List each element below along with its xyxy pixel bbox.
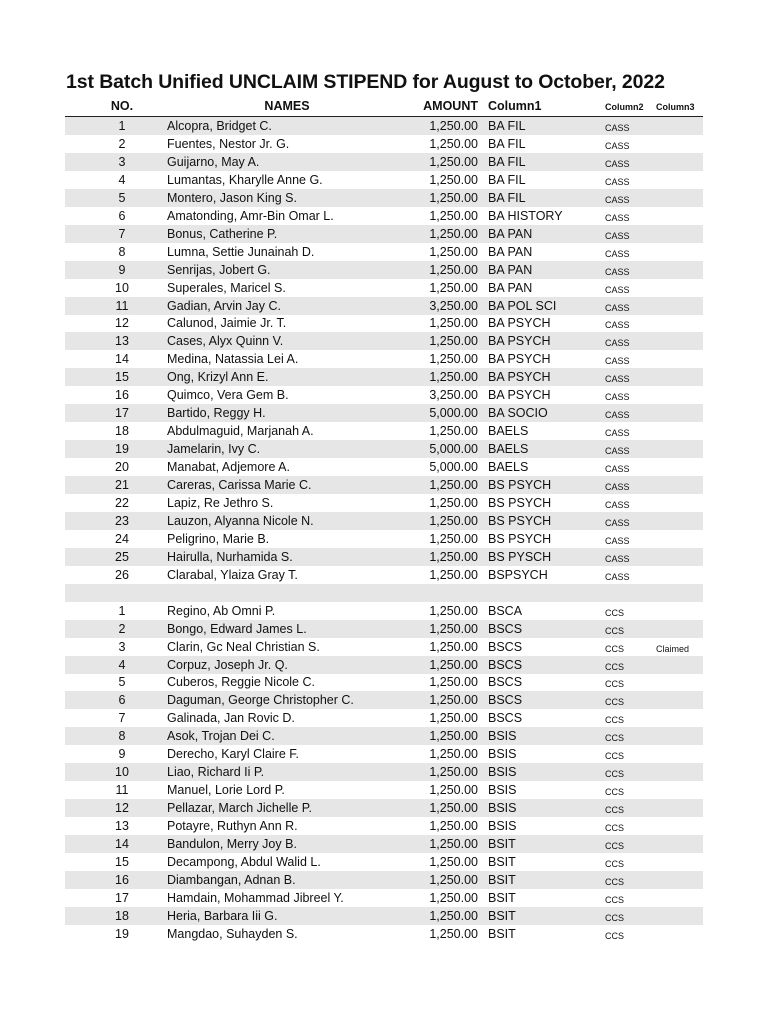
row-number: 7 — [118, 711, 126, 726]
row-column2: CCS — [605, 894, 625, 905]
row-name: Pellazar, March Jichelle P. — [167, 801, 312, 816]
row-number: 10 — [115, 765, 129, 780]
row-column2: CASS — [605, 302, 630, 313]
row-column1: BSIT — [488, 926, 516, 941]
table-row — [65, 727, 703, 745]
row-number: 11 — [115, 298, 129, 313]
row-name: Hairulla, Nurhamida S. — [167, 549, 293, 564]
table-row — [65, 243, 703, 261]
row-amount: 1,250.00 — [429, 890, 478, 905]
row-number: 4 — [118, 657, 126, 672]
table-row — [65, 314, 703, 332]
row-column1: BA PSYCH — [488, 352, 551, 367]
row-amount: 1,250.00 — [429, 513, 478, 528]
row-name: Guijarno, May A. — [167, 154, 260, 169]
table-row — [65, 189, 703, 207]
row-number: 25 — [115, 549, 129, 564]
row-name: Decampong, Abdul Walid L. — [167, 854, 321, 869]
header-names: NAMES — [264, 99, 310, 113]
row-name: Manuel, Lorie Lord P. — [167, 783, 285, 798]
row-column1: BA PAN — [488, 262, 533, 277]
row-amount: 1,250.00 — [429, 854, 478, 869]
row-column1: BS PSYCH — [488, 495, 552, 510]
row-column1: BA PAN — [488, 280, 533, 295]
row-column3: Claimed — [656, 643, 690, 654]
table-row — [65, 494, 703, 512]
row-column1: BA FIL — [488, 172, 526, 187]
row-number: 16 — [115, 388, 129, 403]
row-column1: BA POL SCI — [488, 298, 557, 313]
row-column2: CCS — [605, 930, 625, 941]
row-amount: 1,250.00 — [429, 908, 478, 923]
row-amount: 1,250.00 — [429, 262, 478, 277]
row-column1: BS PSYCH — [488, 531, 552, 546]
table-row — [65, 835, 703, 853]
row-name: Superales, Maricel S. — [167, 280, 286, 295]
row-column2: CASS — [605, 123, 630, 133]
table-row — [65, 620, 703, 638]
row-number: 2 — [118, 136, 126, 151]
row-amount: 1,250.00 — [429, 621, 478, 636]
row-amount: 1,250.00 — [429, 370, 478, 385]
row-name: Galinada, Jan Rovic D. — [167, 711, 295, 726]
row-name: Lumantas, Kharylle Anne G. — [167, 172, 323, 187]
row-column1: BSIS — [488, 801, 517, 816]
row-column1: BSIS — [488, 783, 517, 798]
row-name: Senrijas, Jobert G. — [167, 262, 271, 277]
row-column2: CCS — [605, 679, 625, 690]
table-row — [65, 350, 703, 368]
row-number: 13 — [115, 334, 129, 349]
row-number: 16 — [115, 872, 129, 887]
row-amount: 1,250.00 — [429, 495, 478, 510]
row-column2: CCS — [605, 876, 625, 887]
row-amount: 1,250.00 — [429, 478, 478, 492]
table-row — [65, 548, 703, 566]
row-column2: CCS — [605, 625, 625, 636]
row-number: 20 — [115, 460, 129, 475]
row-number: 17 — [115, 406, 129, 421]
row-column2: CASS — [605, 428, 630, 439]
row-name: Quimco, Vera Gem B. — [167, 388, 289, 403]
row-amount: 5,000.00 — [429, 406, 478, 421]
row-name: Heria, Barbara Iii G. — [167, 908, 278, 923]
row-column2: CCS — [605, 607, 625, 618]
table-row — [65, 691, 703, 709]
row-name: Medina, Natassia Lei A. — [167, 352, 299, 367]
row-amount: 1,250.00 — [429, 819, 478, 834]
header-column3: Column3 — [656, 102, 695, 112]
row-column1: BSIT — [488, 872, 516, 887]
row-column1: BS PYSCH — [488, 549, 552, 564]
row-column2: CASS — [605, 535, 630, 546]
row-column2: CCS — [605, 841, 625, 851]
row-number: 11 — [115, 783, 129, 798]
row-name: Clarin, Gc Neal Christian S. — [167, 639, 320, 654]
row-number: 19 — [115, 926, 129, 941]
table-row — [65, 512, 703, 530]
row-amount: 1,250.00 — [429, 172, 478, 187]
row-number: 1 — [118, 119, 126, 133]
header-no: NO. — [110, 99, 134, 113]
header-column2: Column2 — [605, 102, 644, 112]
table-row — [65, 422, 703, 440]
row-column2: CASS — [605, 140, 630, 151]
row-amount: 1,250.00 — [429, 639, 478, 654]
row-column1: BSIS — [488, 765, 517, 780]
table-row — [65, 817, 703, 835]
row-amount: 1,250.00 — [429, 783, 478, 798]
row-amount: 1,250.00 — [429, 603, 478, 618]
row-column2: CASS — [605, 284, 630, 295]
row-name: Mangdao, Suhayden S. — [167, 926, 298, 941]
row-number: 8 — [118, 729, 126, 744]
row-number: 3 — [118, 154, 126, 169]
row-amount: 5,000.00 — [429, 460, 478, 475]
row-number: 9 — [118, 262, 126, 277]
row-amount: 1,250.00 — [429, 693, 478, 708]
row-column1: BA PAN — [488, 244, 533, 259]
table-row — [65, 745, 703, 763]
table-row — [65, 799, 703, 817]
table-row — [65, 656, 703, 674]
row-name: Bonus, Catherine P. — [167, 226, 278, 241]
table-row — [65, 584, 703, 602]
row-name: Peligrino, Marie B. — [167, 531, 270, 546]
row-number: 1 — [118, 603, 126, 618]
row-column2: CCS — [605, 858, 625, 869]
table-row — [65, 889, 703, 907]
row-column1: BSIT — [488, 908, 516, 923]
row-column1: BSCS — [488, 675, 523, 690]
row-column1: BA SOCIO — [488, 406, 548, 421]
table-header — [65, 98, 703, 117]
row-column2: CASS — [605, 212, 630, 223]
page-title: 1st Batch Unified UNCLAIM STIPEND for August to October, 2022 — [66, 71, 665, 93]
row-number: 12 — [115, 316, 129, 331]
row-column2: CCS — [605, 912, 625, 923]
table-row — [65, 602, 703, 620]
row-column2: CASS — [605, 499, 630, 510]
row-amount: 1,250.00 — [429, 226, 478, 241]
row-column2: CASS — [605, 158, 630, 169]
row-amount: 1,250.00 — [429, 208, 478, 223]
row-name: Asok, Trojan Dei C. — [167, 729, 275, 744]
row-name: Jamelarin, Ivy C. — [167, 442, 261, 457]
row-column2: CASS — [605, 230, 630, 241]
row-number: 4 — [118, 172, 126, 187]
row-column2: CASS — [605, 446, 630, 457]
row-column1: BSIT — [488, 837, 516, 851]
row-column2: CCS — [605, 643, 625, 654]
row-column2: CASS — [605, 356, 630, 367]
row-name: Lauzon, Alyanna Nicole N. — [167, 513, 314, 528]
row-column2: CCS — [605, 697, 625, 708]
row-amount: 1,250.00 — [429, 711, 478, 726]
row-amount: 3,250.00 — [429, 298, 478, 313]
row-name: Bartido, Reggy H. — [167, 406, 266, 421]
table-row — [65, 225, 703, 243]
row-name: Potayre, Ruthyn Ann R. — [167, 819, 298, 834]
table-row — [65, 673, 703, 691]
row-column2: CASS — [605, 248, 630, 259]
row-column1: BA FIL — [488, 154, 526, 169]
row-column2: CCS — [605, 787, 625, 798]
row-amount: 5,000.00 — [429, 442, 478, 457]
row-column1: BA PSYCH — [488, 388, 551, 403]
row-number: 2 — [118, 621, 126, 636]
row-column2: CCS — [605, 715, 625, 726]
row-column2: CCS — [605, 751, 625, 762]
row-name: Regino, Ab Omni P. — [167, 603, 276, 618]
row-amount: 1,250.00 — [429, 280, 478, 295]
row-name: Alcopra, Bridget C. — [167, 119, 272, 133]
table-row — [65, 261, 703, 279]
row-number: 15 — [115, 370, 129, 385]
row-column1: BSIT — [488, 890, 516, 905]
row-column2: CCS — [605, 823, 625, 834]
row-name: Cases, Alyx Quinn V. — [167, 334, 284, 349]
row-column1: BSPSYCH — [488, 567, 548, 582]
row-column1: BA PAN — [488, 226, 533, 241]
row-number: 5 — [118, 675, 126, 690]
table-row — [65, 925, 703, 943]
row-column2: CASS — [605, 176, 630, 187]
row-number: 13 — [115, 819, 129, 834]
row-number: 10 — [115, 280, 129, 295]
row-number: 7 — [118, 226, 126, 241]
row-column1: BS PSYCH — [488, 513, 552, 528]
row-number: 17 — [115, 890, 129, 905]
table-row — [65, 871, 703, 889]
row-amount: 1,250.00 — [429, 729, 478, 744]
row-amount: 1,250.00 — [429, 567, 478, 582]
row-number: 21 — [115, 478, 129, 492]
row-column2: CASS — [605, 194, 630, 205]
row-column2: CCS — [605, 661, 625, 672]
header-column1: Column1 — [488, 99, 542, 113]
row-column1: BAELS — [488, 442, 529, 457]
row-name: Abdulmaguid, Marjanah A. — [167, 424, 314, 439]
row-number: 5 — [118, 190, 126, 205]
row-column2: CCS — [605, 805, 625, 816]
row-number: 14 — [115, 837, 129, 851]
table-row — [65, 853, 703, 871]
row-name: Amatonding, Amr-Bin Omar L. — [167, 208, 334, 223]
row-name: Diambangan, Adnan B. — [167, 872, 296, 887]
row-column1: BA FIL — [488, 190, 526, 205]
table-row — [65, 332, 703, 350]
row-amount: 1,250.00 — [429, 119, 478, 133]
table-row — [65, 117, 703, 135]
table-row — [65, 153, 703, 171]
row-amount: 1,250.00 — [429, 154, 478, 169]
table-row — [65, 907, 703, 925]
row-amount: 1,250.00 — [429, 549, 478, 564]
row-name: Manabat, Adjemore A. — [167, 460, 290, 475]
row-column1: BAELS — [488, 460, 529, 475]
row-column1: BSCA — [488, 603, 523, 618]
row-name: Montero, Jason King S. — [167, 190, 297, 205]
row-column2: CASS — [605, 266, 630, 277]
row-amount: 1,250.00 — [429, 244, 478, 259]
row-number: 23 — [115, 513, 129, 528]
row-column1: BSCS — [488, 621, 523, 636]
table-row — [65, 709, 703, 727]
row-column1: BSIT — [488, 854, 516, 869]
table-row — [65, 476, 703, 494]
table-row — [65, 781, 703, 799]
row-column2: CASS — [605, 374, 630, 385]
table-row — [65, 171, 703, 189]
row-number: 19 — [115, 442, 129, 457]
row-amount: 1,250.00 — [429, 801, 478, 816]
row-name: Gadian, Arvin Jay C. — [167, 298, 281, 313]
row-number: 9 — [118, 747, 126, 762]
row-column2: CASS — [605, 320, 630, 331]
table-row — [65, 386, 703, 404]
row-name: Fuentes, Nestor Jr. G. — [167, 136, 290, 151]
row-column2: CASS — [605, 410, 630, 421]
row-name: Lumna, Settie Junainah D. — [167, 244, 315, 259]
row-name: Daguman, George Christopher C. — [167, 693, 354, 708]
row-name: Derecho, Karyl Claire F. — [167, 747, 299, 762]
table-row — [65, 135, 703, 153]
row-column1: BA FIL — [488, 136, 526, 151]
row-amount: 1,250.00 — [429, 424, 478, 439]
row-amount: 1,250.00 — [429, 747, 478, 762]
row-column1: BA PSYCH — [488, 370, 551, 385]
row-column1: BSCS — [488, 711, 523, 726]
row-column2: CASS — [605, 392, 630, 403]
row-amount: 1,250.00 — [429, 926, 478, 941]
row-amount: 1,250.00 — [429, 352, 478, 367]
table-row — [65, 530, 703, 548]
table-row — [65, 404, 703, 422]
row-name: Calunod, Jaimie Jr. T. — [167, 316, 287, 331]
row-name: Cuberos, Reggie Nicole C. — [167, 675, 315, 690]
row-name: Careras, Carissa Marie C. — [167, 478, 312, 492]
row-name: Clarabal, Ylaiza Gray T. — [167, 567, 298, 582]
row-number: 26 — [115, 567, 129, 582]
row-amount: 3,250.00 — [429, 388, 478, 403]
table-row — [65, 638, 703, 656]
row-column2: CASS — [605, 338, 630, 349]
row-column1: BA PSYCH — [488, 316, 551, 331]
header-amount: AMOUNT — [423, 99, 478, 113]
row-number: 3 — [118, 639, 126, 654]
row-number: 15 — [115, 854, 129, 869]
row-number: 14 — [115, 352, 129, 367]
row-name: Bandulon, Merry Joy B. — [167, 837, 297, 851]
row-amount: 1,250.00 — [429, 872, 478, 887]
row-column2: CASS — [605, 464, 630, 475]
row-amount: 1,250.00 — [429, 675, 478, 690]
row-column1: BAELS — [488, 424, 529, 439]
table-row — [65, 207, 703, 225]
table-row — [65, 368, 703, 386]
row-number: 18 — [115, 424, 129, 439]
row-number: 12 — [115, 801, 129, 816]
row-amount: 1,250.00 — [429, 531, 478, 546]
row-name: Lapiz, Re Jethro S. — [167, 495, 274, 510]
table-row — [65, 458, 703, 476]
table-row — [65, 763, 703, 781]
row-column1: BSCS — [488, 693, 523, 708]
row-column2: CASS — [605, 482, 630, 492]
row-name: Bongo, Edward James L. — [167, 621, 307, 636]
row-amount: 1,250.00 — [429, 334, 478, 349]
row-name: Corpuz, Joseph Jr. Q. — [167, 657, 288, 672]
row-amount: 1,250.00 — [429, 190, 478, 205]
row-number: 8 — [118, 244, 126, 259]
row-column1: BSCS — [488, 657, 523, 672]
row-number: 22 — [115, 495, 129, 510]
row-column1: BS PSYCH — [488, 478, 552, 492]
row-column2: CASS — [605, 571, 630, 582]
row-amount: 1,250.00 — [429, 136, 478, 151]
table-row — [65, 440, 703, 458]
row-amount: 1,250.00 — [429, 316, 478, 331]
table-row — [65, 279, 703, 297]
row-column1: BA PSYCH — [488, 334, 551, 349]
row-column2: CASS — [605, 553, 630, 564]
row-column2: CCS — [605, 733, 625, 744]
row-column1: BSCS — [488, 639, 523, 654]
row-column2: CCS — [605, 769, 625, 780]
row-column1: BSIS — [488, 729, 517, 744]
row-amount: 1,250.00 — [429, 657, 478, 672]
row-column1: BSIS — [488, 747, 517, 762]
row-number: 24 — [115, 531, 129, 546]
table-row — [65, 297, 703, 315]
row-name: Liao, Richard Ii P. — [167, 765, 265, 780]
row-column1: BA HISTORY — [488, 208, 563, 223]
row-column1: BA FIL — [488, 119, 526, 133]
row-amount: 1,250.00 — [429, 837, 478, 851]
row-number: 18 — [115, 908, 129, 923]
row-number: 6 — [118, 208, 126, 223]
row-name: Ong, Krizyl Ann E. — [167, 370, 269, 385]
row-number: 6 — [118, 693, 126, 708]
row-amount: 1,250.00 — [429, 765, 478, 780]
row-name: Hamdain, Mohammad Jibreel Y. — [167, 890, 344, 905]
row-column2: CASS — [605, 517, 630, 528]
table-row — [65, 566, 703, 584]
row-column1: BSIS — [488, 819, 517, 834]
